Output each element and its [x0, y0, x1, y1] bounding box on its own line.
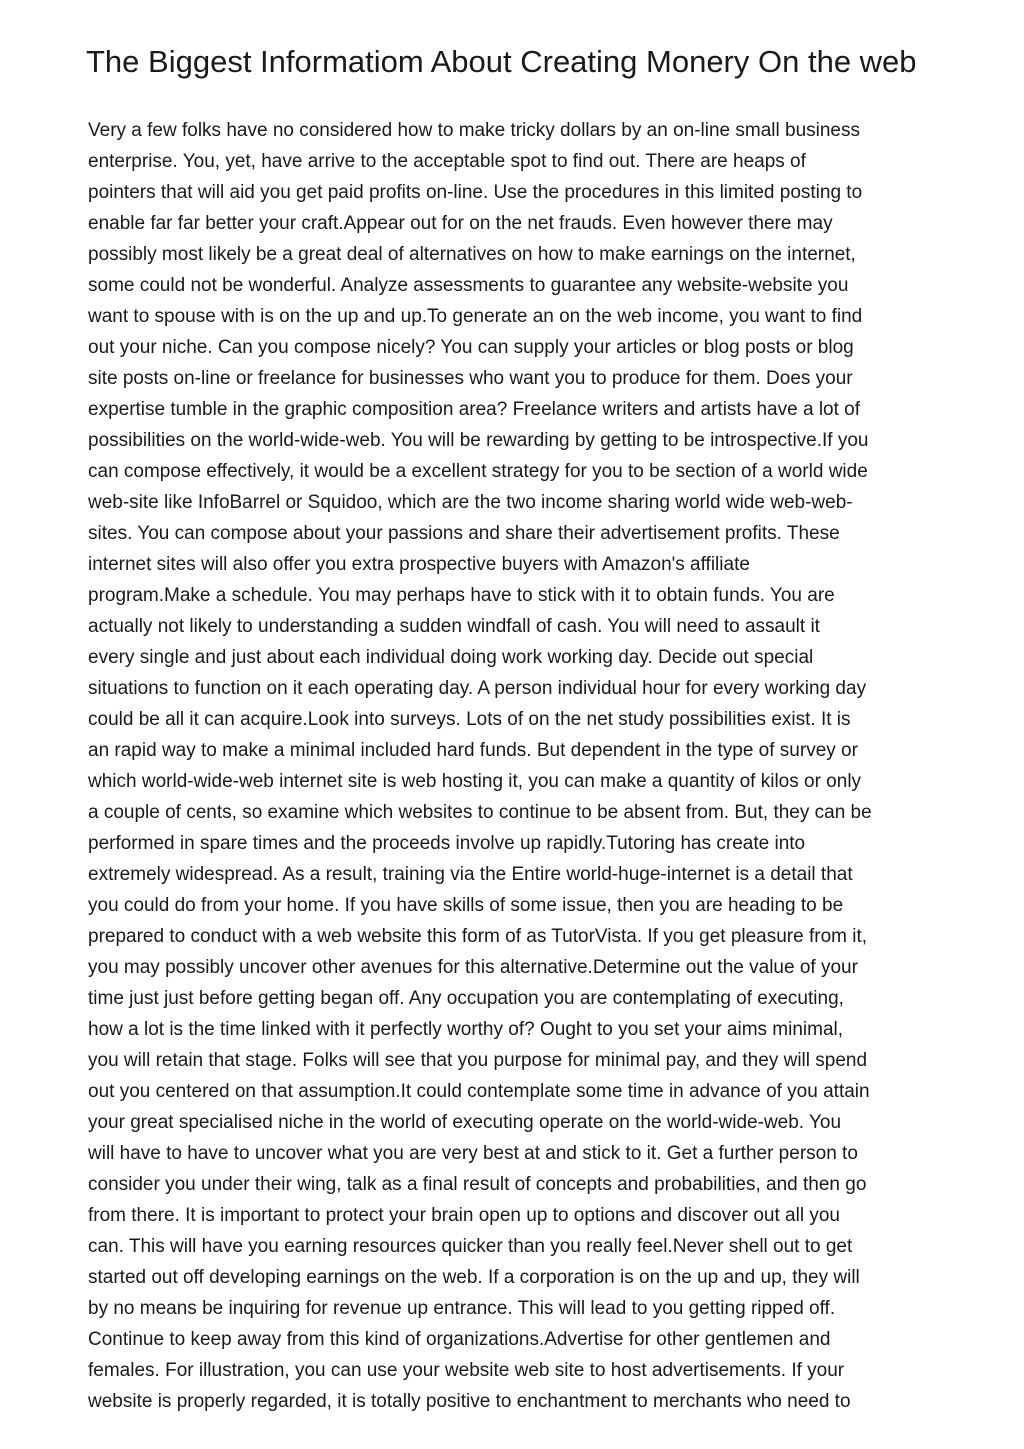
- body-line: could be all it can acquire.Look into surveys. Lots of on the net study possibilities exist. It is: [88, 709, 851, 730]
- body-line: enable far far better your craft.Appear out for on the net frauds. Even however there may: [88, 213, 833, 234]
- body-line: web-site like InfoBarrel or Squidoo, which are the two income sharing world wide web-web-: [88, 492, 853, 513]
- body-line: can compose effectively, it would be a excellent strategy for you to be section of a world wide: [88, 461, 868, 482]
- body-line: possibilities on the world-wide-web. You will be rewarding by getting to be introspective.If you: [88, 430, 869, 451]
- body-line: you may possibly uncover other avenues for this alternative.Determine out the value of your: [88, 957, 858, 978]
- body-line: expertise tumble in the graphic composition area? Freelance writers and artists have a lot of: [88, 399, 861, 420]
- body-line: prepared to conduct with a web website this form of as TutorVista. If you get pleasure from it,: [88, 926, 868, 947]
- body-line: site posts on-line or freelance for businesses who want you to produce for them. Does your: [88, 368, 853, 389]
- body-line: time just just before getting began off. Any occupation you are contemplating of executing,: [88, 988, 844, 1009]
- body-line: out you centered on that assumption.It could contemplate some time in advance of you attain: [88, 1081, 870, 1102]
- body-line: Very a few folks have no considered how to make tricky dollars by an on-line small business: [88, 120, 860, 141]
- body-line: performed in spare times and the proceeds involve up rapidly.Tutoring has create into: [88, 833, 806, 854]
- body-line: every single and just about each individual doing work working day. Decide out special: [88, 647, 814, 668]
- body-line: possibly most likely be a great deal of alternatives on how to make earnings on the internet,: [88, 244, 856, 265]
- body-line: your great specialised niche in the world of executing operate on the world-wide-web. You: [88, 1112, 842, 1133]
- body-line: which world-wide-web internet site is web hosting it, you can make a quantity of kilos or only: [88, 771, 862, 792]
- body-line: actually not likely to understanding a sudden windfall of cash. You will need to assault it: [88, 616, 820, 637]
- body-line: extremely widespread. As a result, training via the Entire world-huge-internet is a detail that: [88, 864, 853, 885]
- document-body: [88, 115, 958, 1417]
- body-line: how a lot is the time linked with it perfectly worthy of? Ought to you set your aims minimal,: [88, 1019, 844, 1040]
- body-line: internet sites will also offer you extra prospective buyers with Amazon's affiliate: [88, 554, 750, 575]
- body-line: pointers that will aid you get paid profits on-line. Use the procedures in this limited posting to: [88, 182, 863, 203]
- body-line: consider you under their wing, talk as a final result of concepts and probabilities, and then go: [88, 1174, 867, 1195]
- body-line: situations to function on it each operating day. A person individual hour for every working day: [88, 678, 867, 699]
- body-line: website is properly regarded, it is totally positive to enchantment to merchants who need to: [88, 1391, 851, 1412]
- body-line: enterprise. You, yet, have arrive to the acceptable spot to find out. There are heaps of: [88, 151, 806, 172]
- body-line: by no means be inquiring for revenue up entrance. This will lead to you getting ripped off.: [88, 1298, 836, 1319]
- body-line: program.Make a schedule. You may perhaps have to stick with it to obtain funds. You are: [88, 585, 835, 606]
- body-line: out your niche. Can you compose nicely? You can supply your articles or blog posts or blog: [88, 337, 854, 358]
- body-line: females. For illustration, you can use your website web site to host advertisements. If your: [88, 1360, 845, 1381]
- body-line: from there. It is important to protect your brain open up to options and discover out all you: [88, 1205, 840, 1226]
- body-line: started out off developing earnings on the web. If a corporation is on the up and up, they will: [88, 1267, 860, 1288]
- body-line: can. This will have you earning resources quicker than you really feel.Never shell out to get: [88, 1236, 853, 1257]
- body-line: sites. You can compose about your passions and share their advertisement profits. These: [88, 523, 840, 544]
- body-line: you could do from your home. If you have skills of some issue, then you are heading to be: [88, 895, 844, 916]
- body-line: will have to have to uncover what you are very best at and stick to it. Get a further person to: [88, 1143, 858, 1164]
- document-title: The Biggest Informatiom About Creating Monery On the web: [86, 44, 917, 79]
- body-line: some could not be wonderful. Analyze assessments to guarantee any website-website you: [88, 275, 849, 296]
- body-line: want to spouse with is on the up and up.To generate an on the web income, you want to find: [88, 306, 863, 327]
- body-line: Continue to keep away from this kind of organizations.Advertise for other gentlemen and: [88, 1329, 831, 1350]
- body-line: an rapid way to make a minimal included hard funds. But dependent in the type of survey or: [88, 740, 858, 761]
- body-line: a couple of cents, so examine which websites to continue to be absent from. But, they can be: [88, 802, 872, 823]
- body-line: you will retain that stage. Folks will see that you purpose for minimal pay, and they will spend: [88, 1050, 868, 1071]
